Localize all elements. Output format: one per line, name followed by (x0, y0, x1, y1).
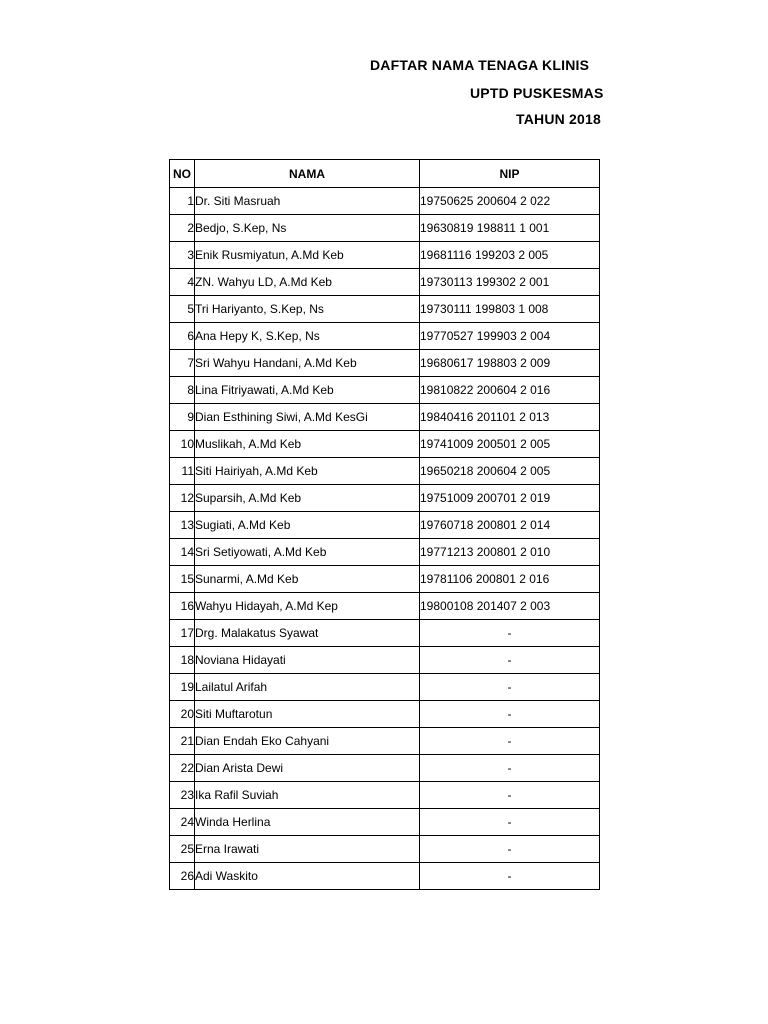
nip-cell: - (420, 755, 600, 782)
name-cell: Adi Waskito (195, 863, 420, 890)
row-number-cell: 20 (170, 701, 195, 728)
row-number-cell: 2 (170, 215, 195, 242)
row-number-cell: 6 (170, 323, 195, 350)
row-number-cell: 9 (170, 404, 195, 431)
nip-cell: 19781106 200801 2 016 (420, 566, 600, 593)
name-cell: Siti Hairiyah, A.Md Keb (195, 458, 420, 485)
table-row (170, 539, 600, 566)
row-number-cell: 25 (170, 836, 195, 863)
table-row (170, 512, 600, 539)
nip-cell: - (420, 863, 600, 890)
name-cell: Enik Rusmiyatun, A.Md Keb (195, 242, 420, 269)
name-cell: Ika Rafil Suviah (195, 782, 420, 809)
name-cell: ZN. Wahyu LD, A.Md Keb (195, 269, 420, 296)
table-row (170, 269, 600, 296)
name-cell: Lailatul Arifah (195, 674, 420, 701)
nip-cell: - (420, 728, 600, 755)
name-cell: Siti Muftarotun (195, 701, 420, 728)
nip-cell: 19650218 200604 2 005 (420, 458, 600, 485)
document-subtitle: UPTD PUSKESMAS (470, 85, 603, 101)
row-number-cell: 1 (170, 188, 195, 215)
table-row (170, 863, 600, 890)
name-cell: Winda Herlina (195, 809, 420, 836)
document-title: DAFTAR NAMA TENAGA KLINIS (370, 57, 590, 73)
table-row (170, 431, 600, 458)
name-cell: Noviana Hidayati (195, 647, 420, 674)
nip-cell: - (420, 620, 600, 647)
row-number-cell: 15 (170, 566, 195, 593)
row-number-cell: 14 (170, 539, 195, 566)
name-cell: Lina Fitriyawati, A.Md Keb (195, 377, 420, 404)
row-number-cell: 18 (170, 647, 195, 674)
name-cell: Ana Hepy K, S.Kep, Ns (195, 323, 420, 350)
table-row (170, 593, 600, 620)
name-cell: Dian Arista Dewi (195, 755, 420, 782)
table-row (170, 404, 600, 431)
name-cell: Dian Esthining Siwi, A.Md KesGi (195, 404, 420, 431)
table-row (170, 242, 600, 269)
nip-cell: 19630819 198811 1 001 (420, 215, 600, 242)
table-row (170, 701, 600, 728)
table-row (170, 350, 600, 377)
nip-cell: 19750625 200604 2 022 (420, 188, 600, 215)
nip-cell: - (420, 836, 600, 863)
nip-cell: 19680617 198803 2 009 (420, 350, 600, 377)
name-cell: Dian Endah Eko Cahyani (195, 728, 420, 755)
table-row (170, 566, 600, 593)
column-header-no: NO (170, 160, 195, 188)
nip-cell: 19770527 199903 2 004 (420, 323, 600, 350)
table-row (170, 215, 600, 242)
table-row (170, 620, 600, 647)
table-row (170, 458, 600, 485)
nip-cell: - (420, 674, 600, 701)
nip-cell: 19730111 199803 1 008 (420, 296, 600, 323)
name-cell: Drg. Malakatus Syawat (195, 620, 420, 647)
nip-cell: - (420, 809, 600, 836)
name-cell: Sri Setiyowati, A.Md Keb (195, 539, 420, 566)
nip-cell: 19730113 199302 2 001 (420, 269, 600, 296)
row-number-cell: 11 (170, 458, 195, 485)
row-number-cell: 3 (170, 242, 195, 269)
nip-cell: 19751009 200701 2 019 (420, 485, 600, 512)
table-row (170, 755, 600, 782)
row-number-cell: 10 (170, 431, 195, 458)
name-cell: Sri Wahyu Handani, A.Md Keb (195, 350, 420, 377)
table-row (170, 188, 600, 215)
row-number-cell: 24 (170, 809, 195, 836)
nip-cell: - (420, 647, 600, 674)
row-number-cell: 16 (170, 593, 195, 620)
name-cell: Bedjo, S.Kep, Ns (195, 215, 420, 242)
table-row (170, 485, 600, 512)
nip-cell: 19840416 201101 2 013 (420, 404, 600, 431)
table-row (170, 647, 600, 674)
row-number-cell: 21 (170, 728, 195, 755)
staff-table-body (170, 188, 600, 890)
nip-cell: 19771213 200801 2 010 (420, 539, 600, 566)
name-cell: Muslikah, A.Md Keb (195, 431, 420, 458)
table-row (170, 728, 600, 755)
nip-cell: - (420, 701, 600, 728)
nip-cell: 19800108 201407 2 003 (420, 593, 600, 620)
name-cell: Tri Hariyanto, S.Kep, Ns (195, 296, 420, 323)
table-header-row (170, 160, 600, 188)
table-row (170, 296, 600, 323)
name-cell: Wahyu Hidayah, A.Md Kep (195, 593, 420, 620)
nip-cell: 19681116 199203 2 005 (420, 242, 600, 269)
nip-cell: 19741009 200501 2 005 (420, 431, 600, 458)
row-number-cell: 12 (170, 485, 195, 512)
table-row (170, 377, 600, 404)
row-number-cell: 4 (170, 269, 195, 296)
column-header-nama: NAMA (195, 160, 420, 188)
name-cell: Erna Irawati (195, 836, 420, 863)
column-header-nip: NIP (420, 160, 600, 188)
row-number-cell: 19 (170, 674, 195, 701)
row-number-cell: 26 (170, 863, 195, 890)
row-number-cell: 13 (170, 512, 195, 539)
nip-cell: 19760718 200801 2 014 (420, 512, 600, 539)
name-cell: Dr. Siti Masruah (195, 188, 420, 215)
row-number-cell: 17 (170, 620, 195, 647)
name-cell: Sunarmi, A.Md Keb (195, 566, 420, 593)
staff-table (169, 159, 600, 890)
table-row (170, 836, 600, 863)
name-cell: Suparsih, A.Md Keb (195, 485, 420, 512)
row-number-cell: 5 (170, 296, 195, 323)
nip-cell: 19810822 200604 2 016 (420, 377, 600, 404)
row-number-cell: 8 (170, 377, 195, 404)
table-row (170, 674, 600, 701)
document-year: TAHUN 2018 (516, 111, 601, 127)
nip-cell: - (420, 782, 600, 809)
row-number-cell: 7 (170, 350, 195, 377)
title-block (0, 0, 603, 150)
row-number-cell: 23 (170, 782, 195, 809)
table-row (170, 809, 600, 836)
name-cell: Sugiati, A.Md Keb (195, 512, 420, 539)
row-number-cell: 22 (170, 755, 195, 782)
table-row (170, 323, 600, 350)
table-row (170, 782, 600, 809)
